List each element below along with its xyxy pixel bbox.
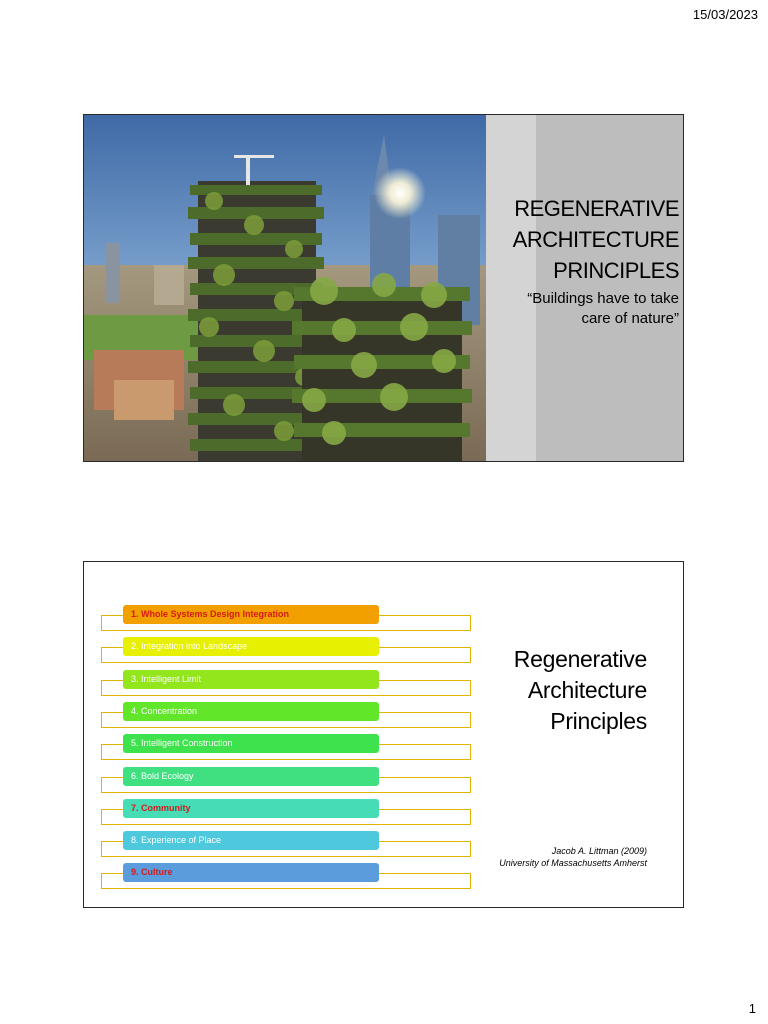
principles-slide [83, 561, 684, 908]
principle-item [101, 605, 471, 631]
vertical-forest-photo [84, 115, 486, 462]
principle-item [101, 702, 471, 728]
principle-label: 4. Concentration [123, 702, 379, 721]
principle-item [101, 767, 471, 793]
principle-item [101, 637, 471, 663]
principle-label: 3. Intelligent Limit [123, 670, 379, 689]
principle-label: 6. Bold Ecology [123, 767, 379, 786]
slide-title: Regenerative Architecture Principles [513, 646, 647, 734]
principle-item [101, 799, 471, 825]
principle-label: 2. Integration into Landscape [123, 637, 379, 656]
title-slide [83, 114, 684, 462]
slide-quote: “Buildings have to take care of nature” [527, 290, 679, 327]
slide-title: REGENERATIVE ARCHITECTURE PRINCIPLES [512, 196, 679, 283]
principle-item [101, 670, 471, 696]
principle-item [101, 734, 471, 760]
principle-label: 7. Community [123, 799, 379, 818]
page-number: 1 [748, 1001, 756, 1016]
principle-label: 5. Intelligent Construction [123, 734, 379, 753]
citation: Jacob A. Littman (2009) University of Massachusetts Amherst [499, 846, 647, 868]
principle-label: 1. Whole Systems Design Integration [123, 605, 379, 624]
principle-label: 8. Experience of Place [123, 831, 379, 850]
principle-label: 9. Culture [123, 863, 379, 882]
page-date: 15/03/2023 [692, 7, 758, 22]
